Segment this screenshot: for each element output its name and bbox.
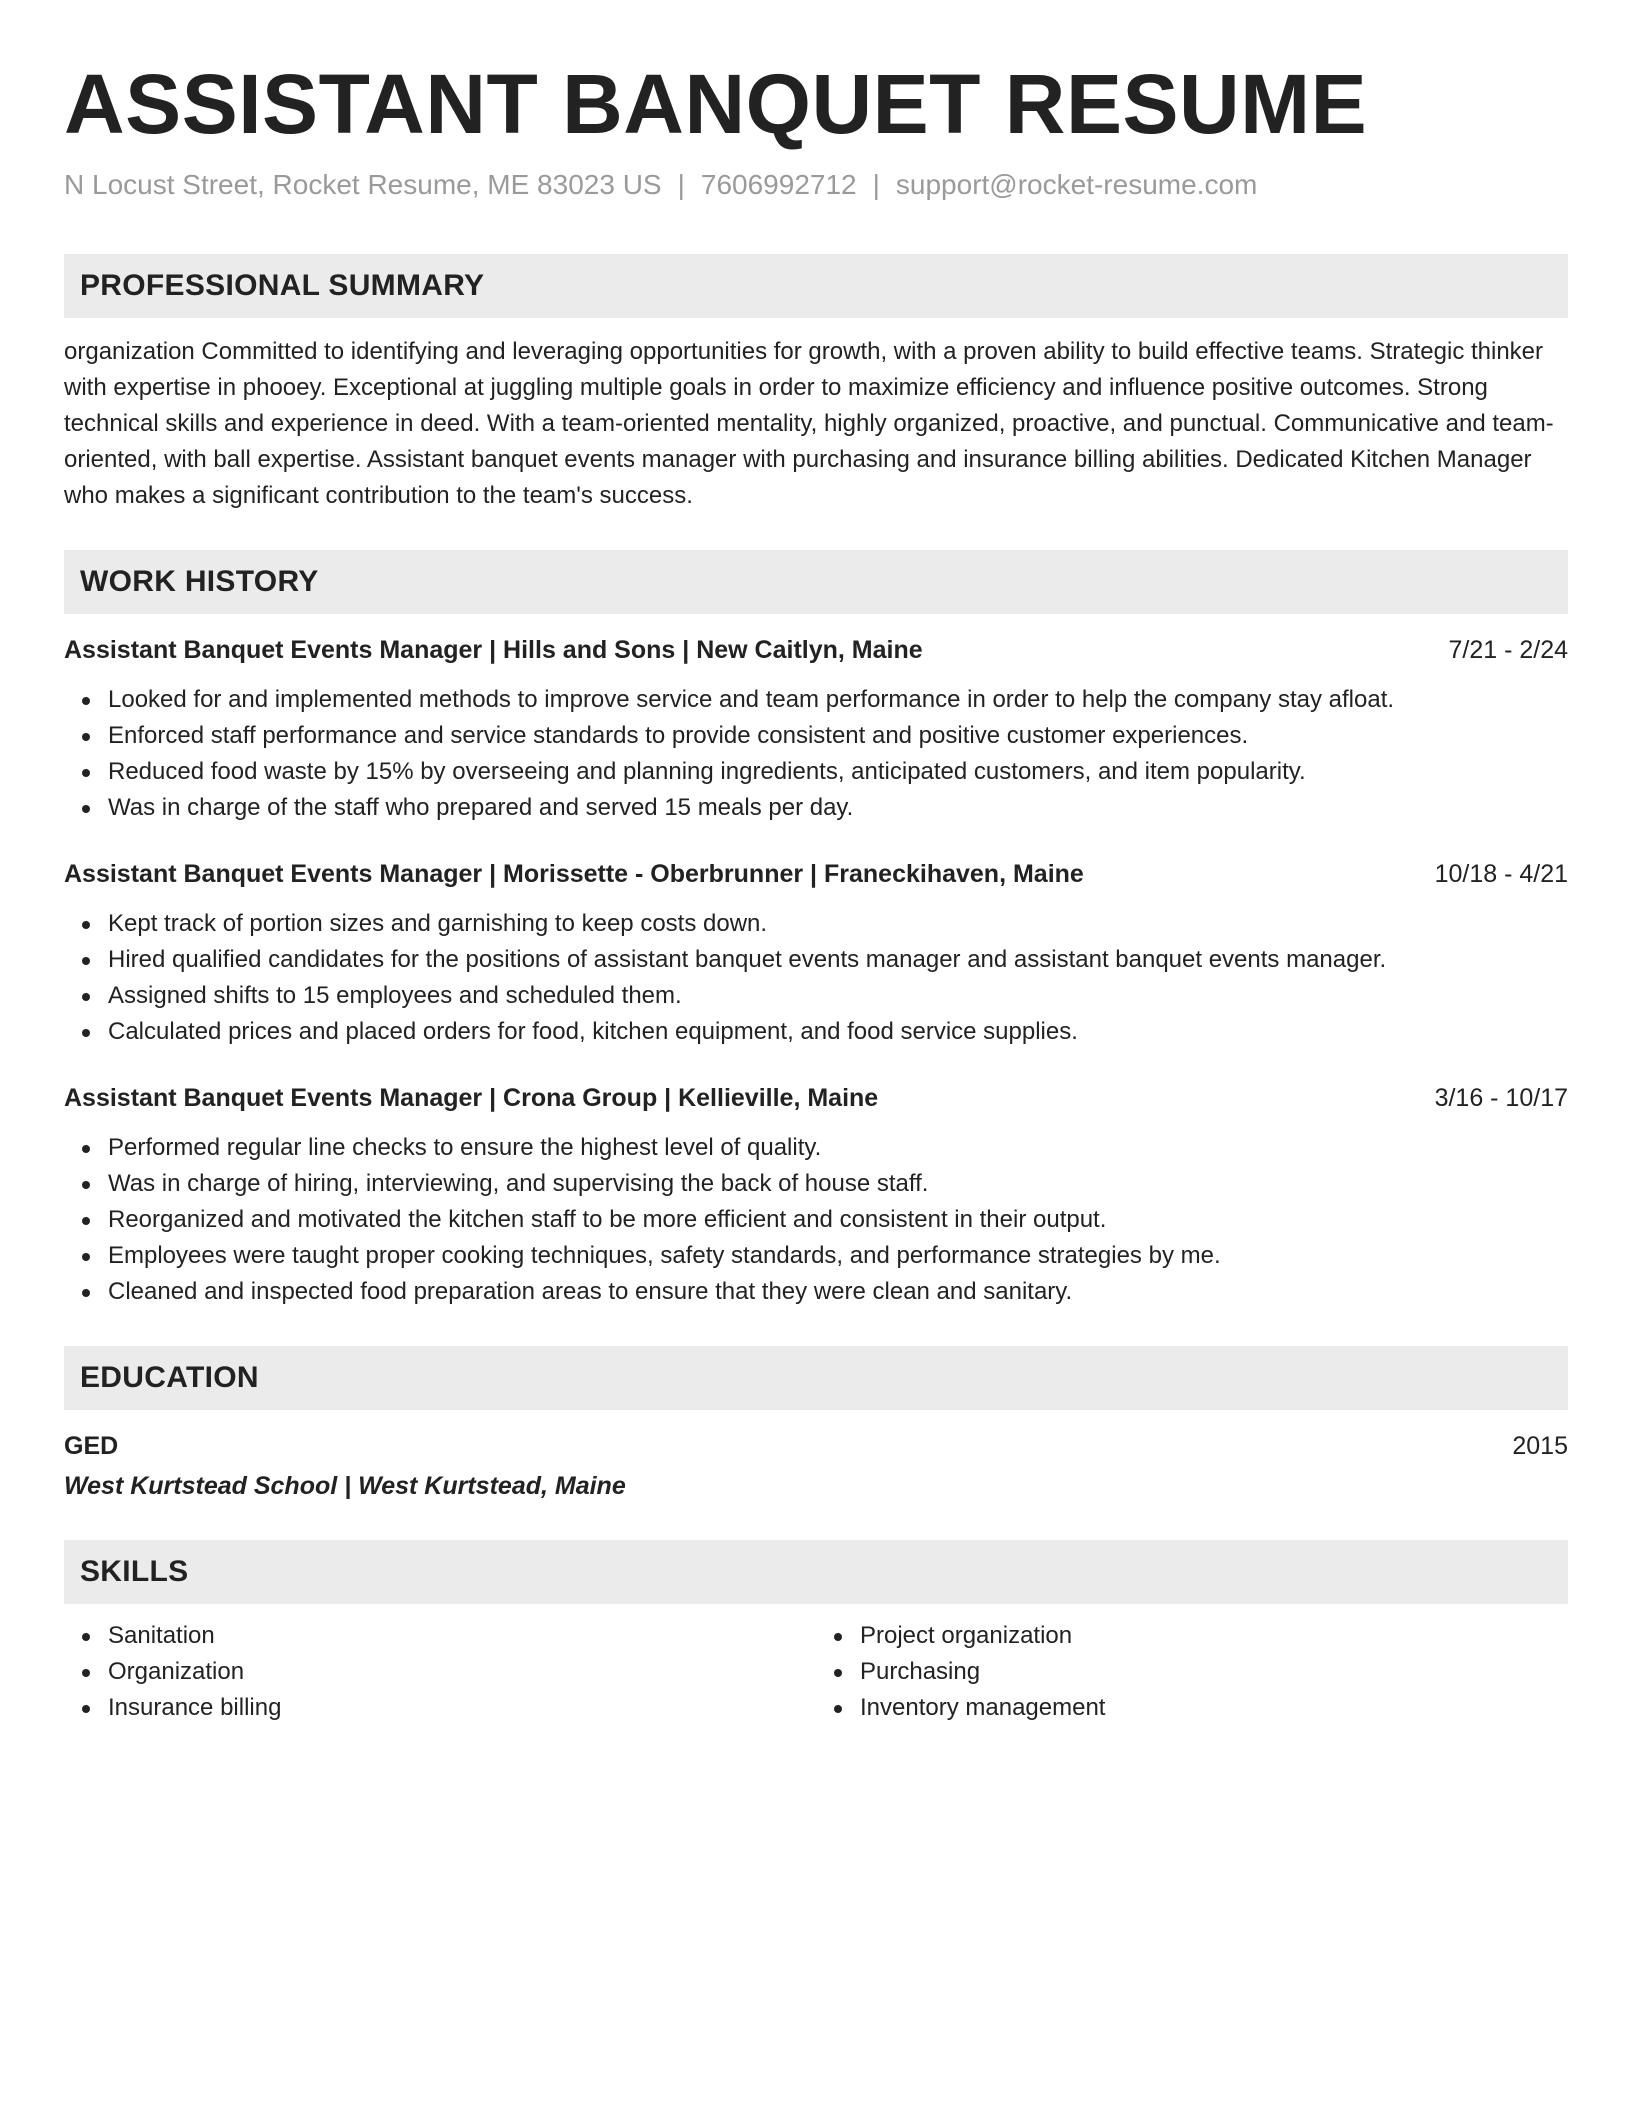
job-bullet: Hired qualified candidates for the positions of assistant banquet events manager and assistant banquet events manager. (108, 942, 1568, 978)
job-bullet: Assigned shifts to 15 employees and scheduled them. (108, 978, 1568, 1014)
contact-separator: | (677, 169, 685, 200)
job-bullet: Cleaned and inspected food preparation areas to ensure that they were clean and sanitary. (108, 1274, 1568, 1310)
skills-list (64, 1618, 816, 1726)
job-bullet: Performed regular line checks to ensure the highest level of quality. (108, 1130, 1568, 1166)
skill-item: Project organization (860, 1618, 1568, 1654)
skills-column-left (64, 1618, 816, 1726)
job-title: Assistant Banquet Events Manager | Crona Group | Kellieville, Maine (64, 1084, 879, 1112)
contact-phone: 7606992712 (700, 169, 857, 200)
job-entry (64, 632, 1568, 826)
section-header-education: EDUCATION (64, 1346, 1568, 1410)
resume-title: ASSISTANT BANQUET RESUME (64, 57, 1368, 151)
job-bullet: Reorganized and motivated the kitchen staff to be more efficient and consistent in their output. (108, 1202, 1568, 1238)
job-entry (64, 1080, 1568, 1310)
education-degree: GED (64, 1432, 119, 1460)
job-bullet: Calculated prices and placed orders for food, kitchen equipment, and food service supplies. (108, 1014, 1568, 1050)
skill-item: Sanitation (108, 1618, 816, 1654)
job-title: Assistant Banquet Events Manager | Hills and Sons | New Caitlyn, Maine (64, 636, 923, 664)
job-header (64, 1080, 1568, 1116)
job-bullet: Employees were taught proper cooking techniques, safety standards, and performance strategies by me. (108, 1238, 1568, 1274)
job-bullets (64, 906, 1568, 1050)
job-bullets (64, 1130, 1568, 1310)
job-bullet: Enforced staff performance and service standards to provide consistent and positive customer experiences. (108, 718, 1568, 754)
job-entry (64, 856, 1568, 1050)
education-school: West Kurtstead School | West Kurtstead, Maine (64, 1472, 626, 1500)
job-header (64, 632, 1568, 668)
job-dates: 3/16 - 10/17 (1434, 1084, 1568, 1112)
job-header (64, 856, 1568, 892)
job-title: Assistant Banquet Events Manager | Morissette - Oberbrunner | Franeckihaven, Maine (64, 860, 1084, 888)
job-bullet: Was in charge of the staff who prepared and served 15 meals per day. (108, 790, 1568, 826)
section-header-skills: SKILLS (64, 1540, 1568, 1604)
education-year: 2015 (1512, 1432, 1568, 1460)
job-bullet: Was in charge of hiring, interviewing, and supervising the back of house staff. (108, 1166, 1568, 1202)
section-header-summary: PROFESSIONAL SUMMARY (64, 254, 1568, 318)
skill-item: Inventory management (860, 1690, 1568, 1726)
job-bullet: Kept track of portion sizes and garnishing to keep costs down. (108, 906, 1568, 942)
skills-grid (64, 1618, 1568, 1726)
skill-item: Insurance billing (108, 1690, 816, 1726)
skill-item: Organization (108, 1654, 816, 1690)
job-bullets (64, 682, 1568, 826)
contact-email: support@rocket-resume.com (895, 169, 1258, 200)
summary-text: organization Committed to identifying and leveraging opportunities for growth, with a proven ability to build effective teams. Strategic thinker with expertise in phooey. Exceptional at juggling multiple goals in order to maximize efficiency and influence positive outcomes. Strong technical skills and experience in deed. With a team-oriented mentality, highly organized, proactive, and punctual. Communicative and team-oriented, with ball expertise. Assistant banquet events manager with purchasing and insurance billing abilities. Dedicated Kitchen Manager who makes a significant contribution to the team's success. (64, 338, 1554, 509)
job-bullet: Looked for and implemented methods to improve service and team performance in order to help the company stay afloat. (108, 682, 1568, 718)
section-header-work-history: WORK HISTORY (64, 550, 1568, 614)
skill-item: Purchasing (860, 1654, 1568, 1690)
contact-separator: | (872, 169, 880, 200)
skills-column-right (816, 1618, 1568, 1726)
contact-address: N Locust Street, Rocket Resume, ME 83023 US (64, 169, 662, 200)
contact-line (64, 166, 1568, 204)
job-dates: 10/18 - 4/21 (1434, 860, 1568, 888)
education-row (64, 1428, 1568, 1464)
skills-list (816, 1618, 1568, 1726)
job-bullet: Reduced food waste by 15% by overseeing and planning ingredients, anticipated customers, and item popularity. (108, 754, 1568, 790)
job-dates: 7/21 - 2/24 (1448, 636, 1568, 664)
